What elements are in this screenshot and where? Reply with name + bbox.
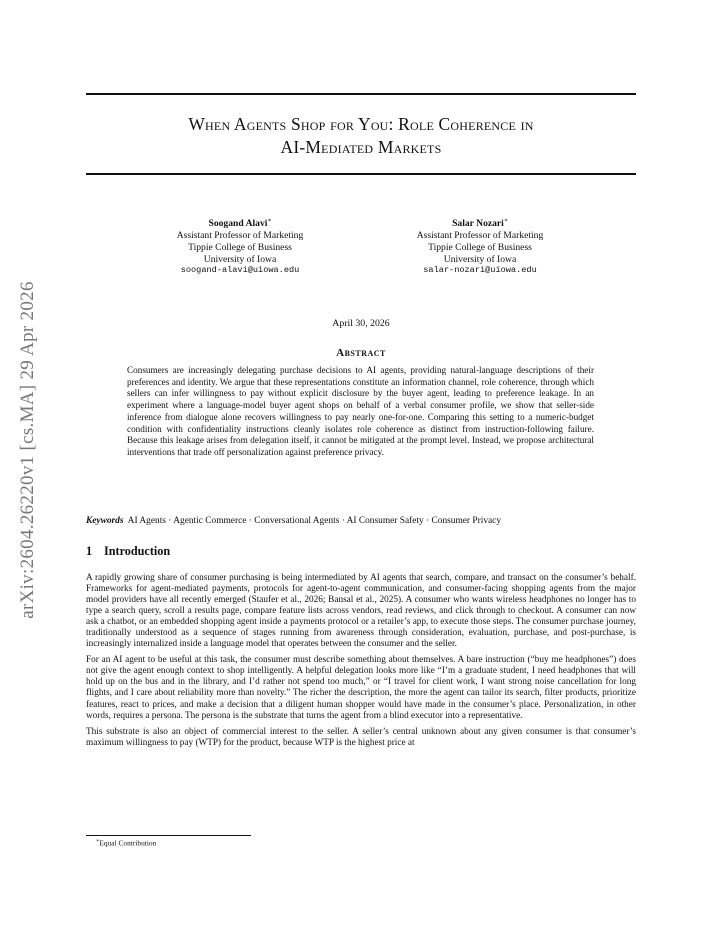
author-footnote-mark: ∗ <box>503 218 508 224</box>
footnote-text: Equal Contribution <box>99 838 157 848</box>
footnote-rule <box>86 835 251 836</box>
section-number: 1 <box>86 544 93 558</box>
arxiv-sidebar-stamp <box>8 240 48 660</box>
title-line-2: AI-Mediated Markets <box>280 137 442 157</box>
keywords-line <box>86 515 636 527</box>
author-1 <box>130 216 350 277</box>
paragraph: A rapidly growing share of consumer purchasing is being intermediated by AI agents that search, compare, and transact on the consumer’s behalf. Frameworks for agent-mediated payments, protocols for agent-to-agent communication, and consumer-facing shopping agents from the major model providers have all recently emerged (Staufer et al., 2026; Bansal et al., 2025). A consumer who wants wireless headphones no longer has to type a search query, scroll a results page, compare feature lists across vendors, read reviews, and click through to checkout. A consumer can now ask a chatbot, or an embedded shopping agent inside a payments protocol or a retailer’s app, to execute those steps. The consumer purchase journey, traditionally understood as a sequence of stages running from awareness through consideration, evaluation, purchase, and post-purchase, is increasingly internalized inside a language model that operates between the consumer and the seller. <box>86 573 636 650</box>
section-body <box>86 573 636 754</box>
abstract-text: Consumers are increasingly delegating purchase decisions to AI agents, providing natural-language descriptions of their preferences and identity. We argue that these representations constitute an information channel, role coherence, through which sellers can infer willingness to pay without explicit disclosure by the buyer agent, leading to preference leakage. In an experiment where a language-model buyer agent shops on behalf of a verbal consumer profile, we show that seller-side inference from dialogue alone recovers willingness to pay nearly one-for-one. Comparing this setting to a numeric-budget condition with confidentiality instructions cleanly isolates role coherence as distinct from instruction-following failure. Because this leakage arises from delegation itself, it cannot be mitigated at the prompt level. Instead, we propose architectural interventions that trade off personalization against preference privacy. <box>127 365 594 457</box>
paragraph: For an AI agent to be useful at this task, the consumer must describe something about themselves. A bare instruction (“buy me headphones”) does not give the agent enough context to shop intelligently. A helpful delegation looks more like “I’m a graduate student, I need headphones that will hold up on the bus and in the library, and I’d rather not spend too much,” or “I travel for client work, I want strong noise cancellation for long flights, and I care about reliability more than novelty.” The richer the description, the more the agent can tailor its search, filter products, prioritize features, react to prices, and make a decision that a diligent human shopper would have made in the consumer’s place. Personalization, in other words, requires a persona. The persona is the substrate that turns the agent from a blind executor into a representative. <box>86 655 636 721</box>
title-line-1: When Agents Shop for You: Role Coherence in <box>188 114 534 134</box>
keywords-label: Keywords <box>86 516 124 526</box>
paper-date: April 30, 2026 <box>332 318 390 329</box>
author-university: University of Iowa <box>443 253 517 265</box>
title-rule-bottom <box>86 173 636 175</box>
abstract-heading: Abstract <box>336 347 386 359</box>
section-title: Introduction <box>104 544 171 558</box>
author-block <box>86 216 636 286</box>
paragraph: This substrate is also an object of commercial interest to the seller. A seller’s central unknown about any given consumer is that consumer’s maximum willingness to pay (WTP) for the product, because WTP is the highest price at <box>86 726 636 748</box>
arxiv-identifier: arXiv:2604.26220v1 [cs.MA] 29 Apr 2026 <box>17 281 38 619</box>
author-school: Tippie College of Business <box>428 241 532 253</box>
title-rule-top <box>86 93 636 95</box>
author-university: University of Iowa <box>203 253 277 265</box>
footnote-mark: ∗ <box>96 839 100 844</box>
author-role: Assistant Professor of Marketing <box>416 229 544 241</box>
author-school: Tippie College of Business <box>188 241 292 253</box>
paper-title <box>86 113 636 159</box>
author-email: salar-nozari@uiowa.edu <box>423 265 537 276</box>
author-email: soogand-alavi@uiowa.edu <box>180 265 300 276</box>
author-role: Assistant Professor of Marketing <box>176 229 304 241</box>
footnote <box>96 838 156 847</box>
section-heading <box>86 544 636 559</box>
author-footnote-mark: ∗ <box>267 218 272 224</box>
author-2 <box>370 216 590 277</box>
author-name: Soogand Alavi <box>208 218 268 230</box>
keywords-list: AI Agents · Agentic Commerce · Conversational Agents · AI Consumer Safety · Consumer Privacy <box>127 516 502 526</box>
author-name: Salar Nozari <box>452 218 504 230</box>
